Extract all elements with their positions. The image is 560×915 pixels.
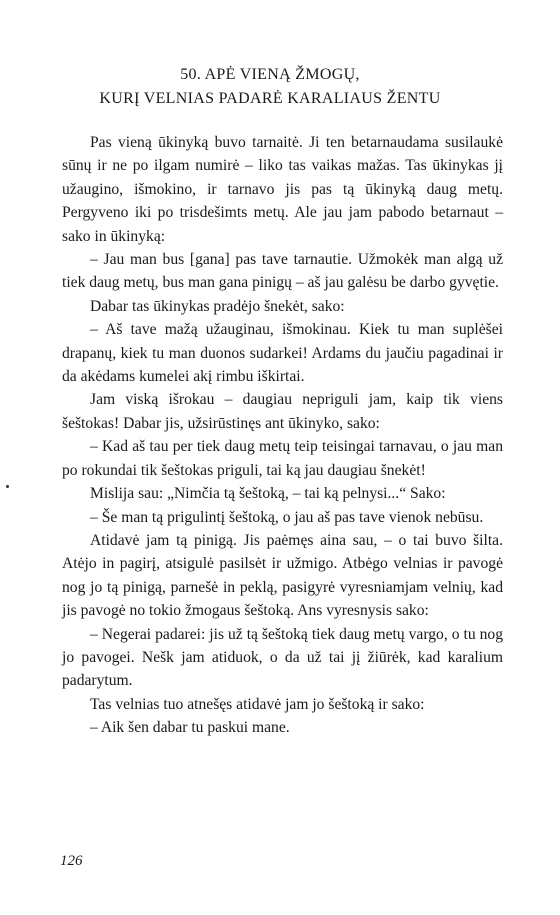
page-number: 126 bbox=[60, 853, 83, 869]
paragraph: Atidavė jam tą pinigą. Jis paėmęs aina sau, – o tai buvo šilta. Atėjo in pagirį, atsigulė pasilsėt ir užmigo. Atbėgo velnias ir pavogė nog jo tą pinigą, parnešė in peklą, pasigyrė vyresniamjam velnių, kad jis pavogė no tokio žmogaus šeštoką. Ans vyresnysis sako: bbox=[62, 531, 503, 620]
body-text bbox=[62, 131, 503, 740]
scan-speck bbox=[6, 485, 9, 488]
paragraph: – Še man tą prigulintį šeštoką, o jau aš pas tave vienok nebūsu. bbox=[90, 508, 484, 526]
paragraph: Tas velnias tuo atnešęs atidavė jam jo šeštoką ir sako: bbox=[90, 695, 425, 713]
paragraph: Dabar tas ūkinykas pradėjo šnekėt, sako: bbox=[90, 297, 345, 315]
paragraph: – Aik šen dabar tu paskui mane. bbox=[90, 719, 290, 737]
chapter-title bbox=[60, 63, 480, 111]
paragraph: Pas vieną ūkinyką buvo tarnaitė. Ji ten betarnaudama susilaukė sūnų ir ne po ilgam numirė – liko tas vaikas mažas. Tas ūkinykas jį užaugino, išmokino, ir tarnavo jis pas tą ūkinyką daug metų. Pergyveno iki po trisdešimts metų. Ale jau jam pabodo betarnaut – sako in ūkinyką: bbox=[62, 134, 503, 245]
paragraph: – Negerai padarei: jis už tą šeštoką tiek daug metų vargo, o tu nog jo pavogei. Nešk jam atiduok, o da už tai jį žiūrėk, kad karalium padarytum. bbox=[62, 625, 503, 690]
paragraph: – Kad aš tau per tiek daug metų teip teisingai tarnavau, o jau man po rokundai tik šeštokas priguli, tai ką jau daugiau šnekėt! bbox=[62, 438, 503, 479]
paragraph: – Aš tave mažą užauginau, išmokinau. Kiek tu man suplėšei drapanų, kiek tu man duonos sudarkei! Ardams du jaučiu pagadinai ir da akėdams kumelei akį rimbu iškirtai. bbox=[62, 321, 503, 386]
chapter-title-line-1: 50. APĖ VIENĄ ŽMOGŲ, bbox=[180, 66, 360, 83]
paragraph: – Jau man bus [gana] pas tave tarnautie. Užmokėk man algą už tiek daug metų, bus man gana pinigų – aš jau galėsu be darbo gyvętie. bbox=[62, 251, 503, 292]
paragraph: Mislija sau: „Nimčia tą šeštoką, – tai ką pelnysi...“ Sako: bbox=[90, 485, 446, 503]
paragraph: Jam viską išrokau – daugiau nepriguli jam, kaip tik viens šeštokas! Dabar jis, užsirūstinęs ant ūkinyko, sako: bbox=[62, 391, 503, 432]
chapter-title-line-2: KURĮ VELNIAS PADARĖ KARALIAUS ŽENTU bbox=[99, 90, 441, 107]
